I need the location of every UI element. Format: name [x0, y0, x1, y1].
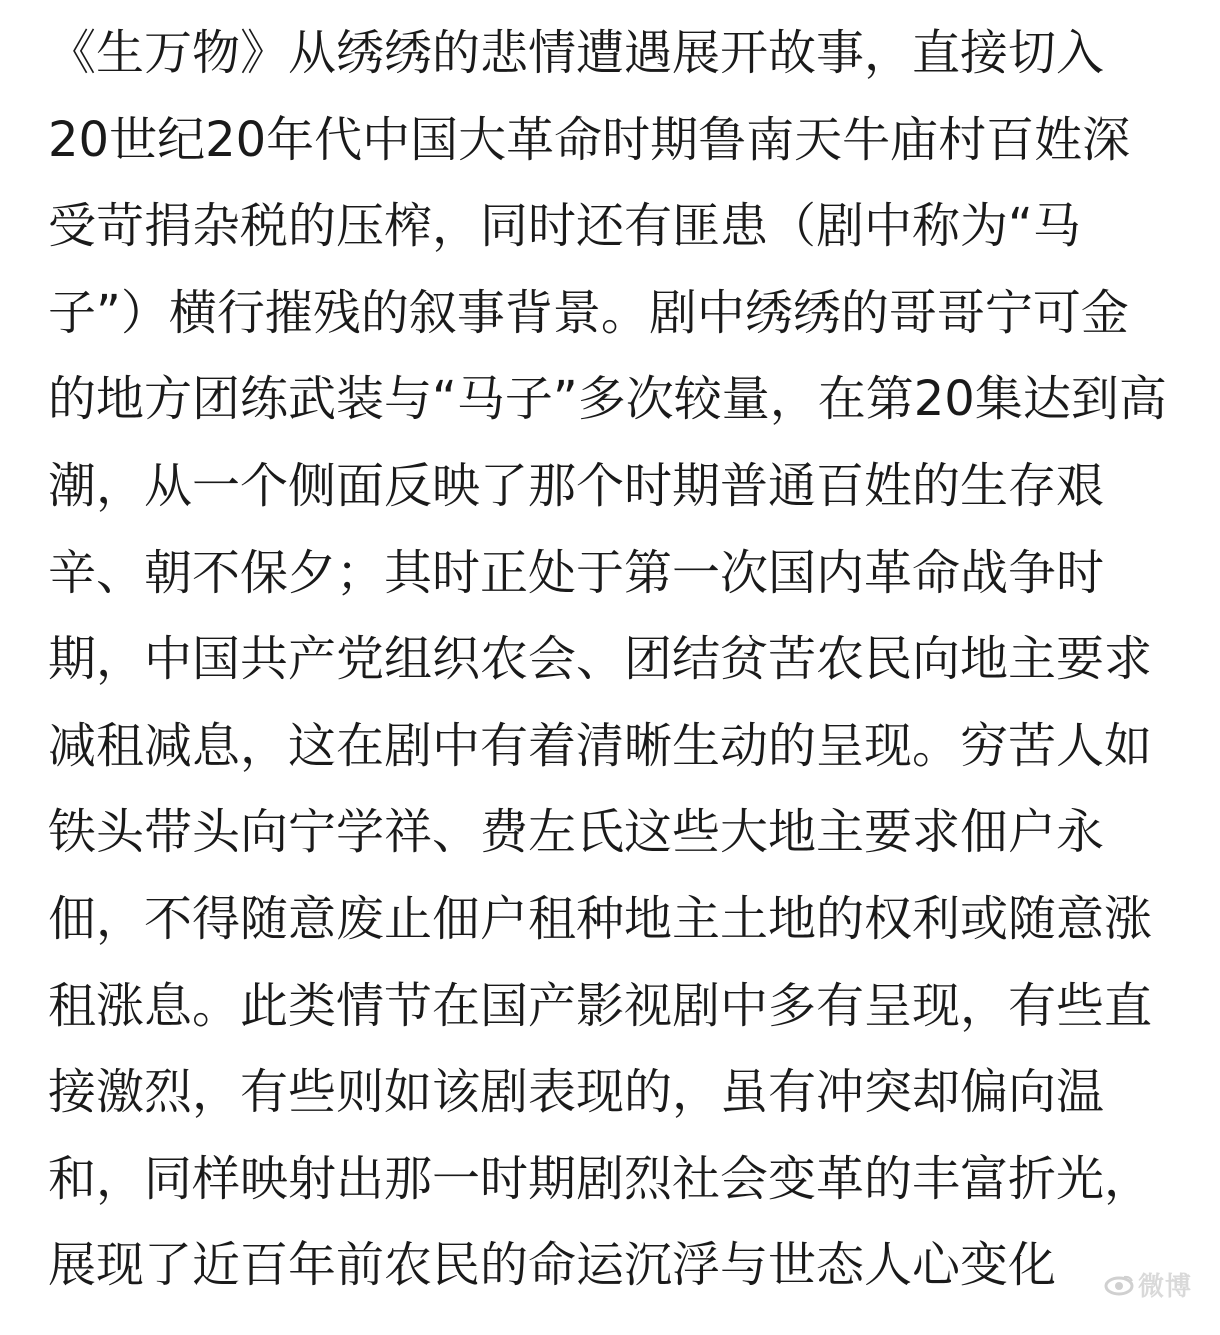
article-line: 潮，从一个侧面反映了那个时期普通百姓的生存艰 [48, 457, 1105, 514]
article-line: 子”）横行摧残的叙事背景。剧中绣绣的哥哥宁可金 [48, 284, 1129, 341]
article-line: 佃，不得随意废止佃户租种地主土地的权利或随意涨 [48, 890, 1153, 947]
article-line: 期，中国共产党组织农会、团结贫苦农民向地主要求 [48, 631, 1153, 688]
article-line: 和，同样映射出那一时期剧烈社会变革的丰富折光， [48, 1150, 1153, 1207]
article-line: 接激烈，有些则如该剧表现的，虽有冲突却偏向温 [48, 1064, 1105, 1121]
article-line: 的地方团练武装与“马子”多次较量，在第20集达到高 [48, 371, 1167, 428]
eye-logo-icon [1104, 1274, 1134, 1296]
article-line: 辛、朝不保夕；其时正处于第一次国内革命战争时 [48, 544, 1105, 601]
watermark-text: 微博 [1137, 1272, 1192, 1302]
article-body [48, 10, 1178, 1309]
article-line: 《生万物》从绣绣的悲情遭遇展开故事，直接切入 [48, 25, 1105, 81]
article-line: 铁头带头向宁学祥、费左氏这些大地主要求佃户永 [48, 804, 1105, 861]
article-line: 受苛捐杂税的压榨，同时还有匪患（剧中称为“马 [48, 198, 1081, 255]
article-line: 租涨息。此类情节在国产影视剧中多有呈现，有些直 [48, 977, 1153, 1034]
article-line: 20世纪20年代中国大革命时期鲁南天牛庙村百姓深 [48, 111, 1131, 168]
watermark [1098, 1262, 1198, 1307]
article-line: 减租减息，这在剧中有着清晰生动的呈现。穷苦人如 [48, 717, 1153, 774]
article-line: 展现了近百年前农民的命运沉浮与世态人心变化 [48, 1237, 1057, 1294]
